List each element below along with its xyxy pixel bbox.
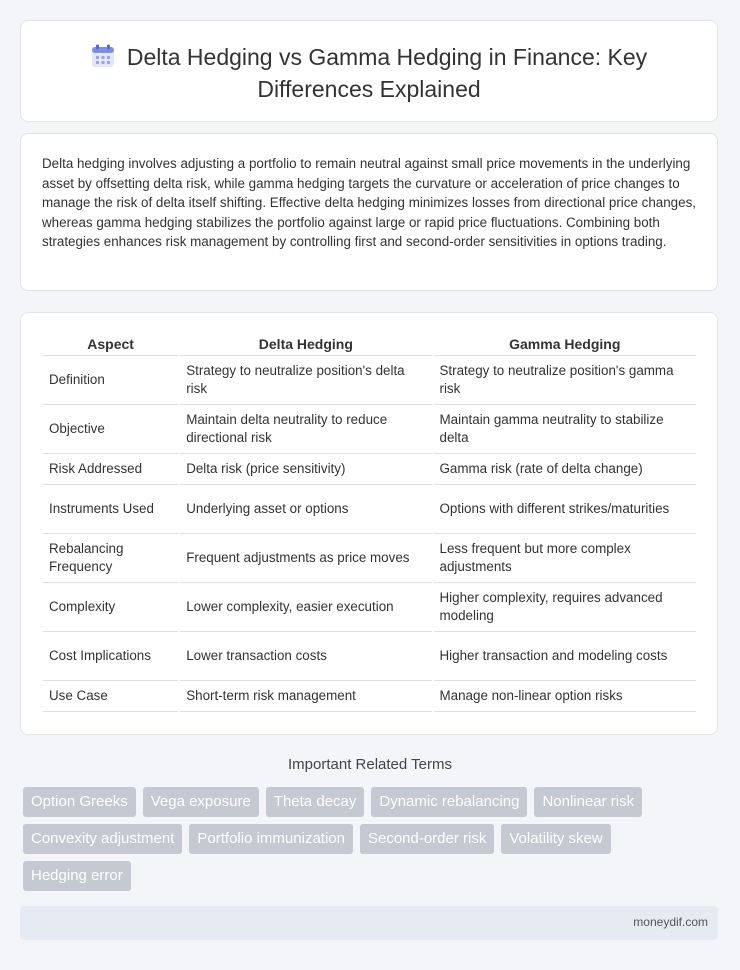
tag-second-order-risk[interactable]: Second-order risk (360, 824, 494, 854)
table-row (43, 632, 696, 681)
footer-site[interactable]: moneydif.com (633, 915, 708, 929)
header-delta: Delta Hedging (180, 333, 431, 356)
footer (20, 906, 718, 940)
table-row (43, 405, 696, 454)
row-gamma: Gamma risk (rate of delta change) (434, 454, 697, 485)
page-title (21, 43, 717, 104)
related-terms-list (23, 787, 713, 891)
comparison-table (41, 333, 698, 712)
tag-portfolio-immunization[interactable]: Portfolio immunization (189, 824, 353, 854)
intro-paragraph: Delta hedging involves adjusting a portfolio to remain neutral against small price movements in the underlying asset by offsetting delta risk, while gamma hedging targets the curvature or acceleration of price changes to manage the risk of delta itself shifting. Effective delta hedging minimizes losses from directional price changes, whereas gamma hedging stabilizes the portfolio against large or rapid price fluctuations. Combining both strategies enhances risk management by controlling first and second-order sensitivities in options trading. (42, 156, 696, 249)
row-gamma: Options with different strikes/maturities (434, 485, 697, 534)
title-line-1: Delta Hedging vs Gamma Hedging in Finance: Key (126, 44, 648, 70)
row-gamma: Less frequent but more complex adjustments (434, 534, 697, 583)
row-delta: Lower transaction costs (180, 632, 431, 681)
row-aspect: Instruments Used (43, 485, 178, 534)
row-gamma: Higher complexity, requires advanced modeling (434, 583, 697, 632)
row-delta: Maintain delta neutrality to reduce directional risk (180, 405, 431, 454)
row-aspect: Use Case (43, 681, 178, 712)
row-aspect: Risk Addressed (43, 454, 178, 485)
table-header-row (43, 333, 696, 356)
title-line-2: Differences Explained (257, 76, 481, 102)
row-gamma: Strategy to neutralize position's gamma risk (434, 356, 697, 405)
row-aspect: Complexity (43, 583, 178, 632)
tag-nonlinear-risk[interactable]: Nonlinear risk (534, 787, 642, 817)
table-row (43, 356, 696, 405)
row-delta: Underlying asset or options (180, 485, 431, 534)
table-row (43, 681, 696, 712)
header-aspect: Aspect (43, 333, 178, 356)
tag-theta-decay[interactable]: Theta decay (266, 787, 365, 817)
row-gamma: Higher transaction and modeling costs (434, 632, 697, 681)
tag-dynamic-rebalancing[interactable]: Dynamic rebalancing (371, 787, 527, 817)
row-delta: Strategy to neutralize position's delta risk (180, 356, 431, 405)
table-row (43, 583, 696, 632)
row-delta: Frequent adjustments as price moves (180, 534, 431, 583)
row-aspect: Definition (43, 356, 178, 405)
tag-option-greeks[interactable]: Option Greeks (23, 787, 136, 817)
header-gamma: Gamma Hedging (434, 333, 697, 356)
related-terms-heading: Important Related Terms (288, 756, 452, 773)
tag-volatility-skew[interactable]: Volatility skew (501, 824, 610, 854)
row-delta: Lower complexity, easier execution (180, 583, 431, 632)
row-delta: Delta risk (price sensitivity) (180, 454, 431, 485)
row-aspect: Objective (43, 405, 178, 454)
row-gamma: Maintain gamma neutrality to stabilize delta (434, 405, 697, 454)
tag-hedging-error[interactable]: Hedging error (23, 861, 131, 891)
title-card (20, 20, 718, 122)
calendar-icon (91, 44, 115, 75)
comparison-card (20, 312, 718, 735)
row-aspect: Cost Implications (43, 632, 178, 681)
tag-convexity-adjustment[interactable]: Convexity adjustment (23, 824, 182, 854)
row-delta: Short-term risk management (180, 681, 431, 712)
table-row (43, 454, 696, 485)
table-row (43, 534, 696, 583)
row-aspect: Rebalancing Frequency (43, 534, 178, 583)
row-gamma: Manage non-linear option risks (434, 681, 697, 712)
tag-vega-exposure[interactable]: Vega exposure (143, 787, 259, 817)
intro-card (20, 133, 718, 291)
table-row (43, 485, 696, 534)
